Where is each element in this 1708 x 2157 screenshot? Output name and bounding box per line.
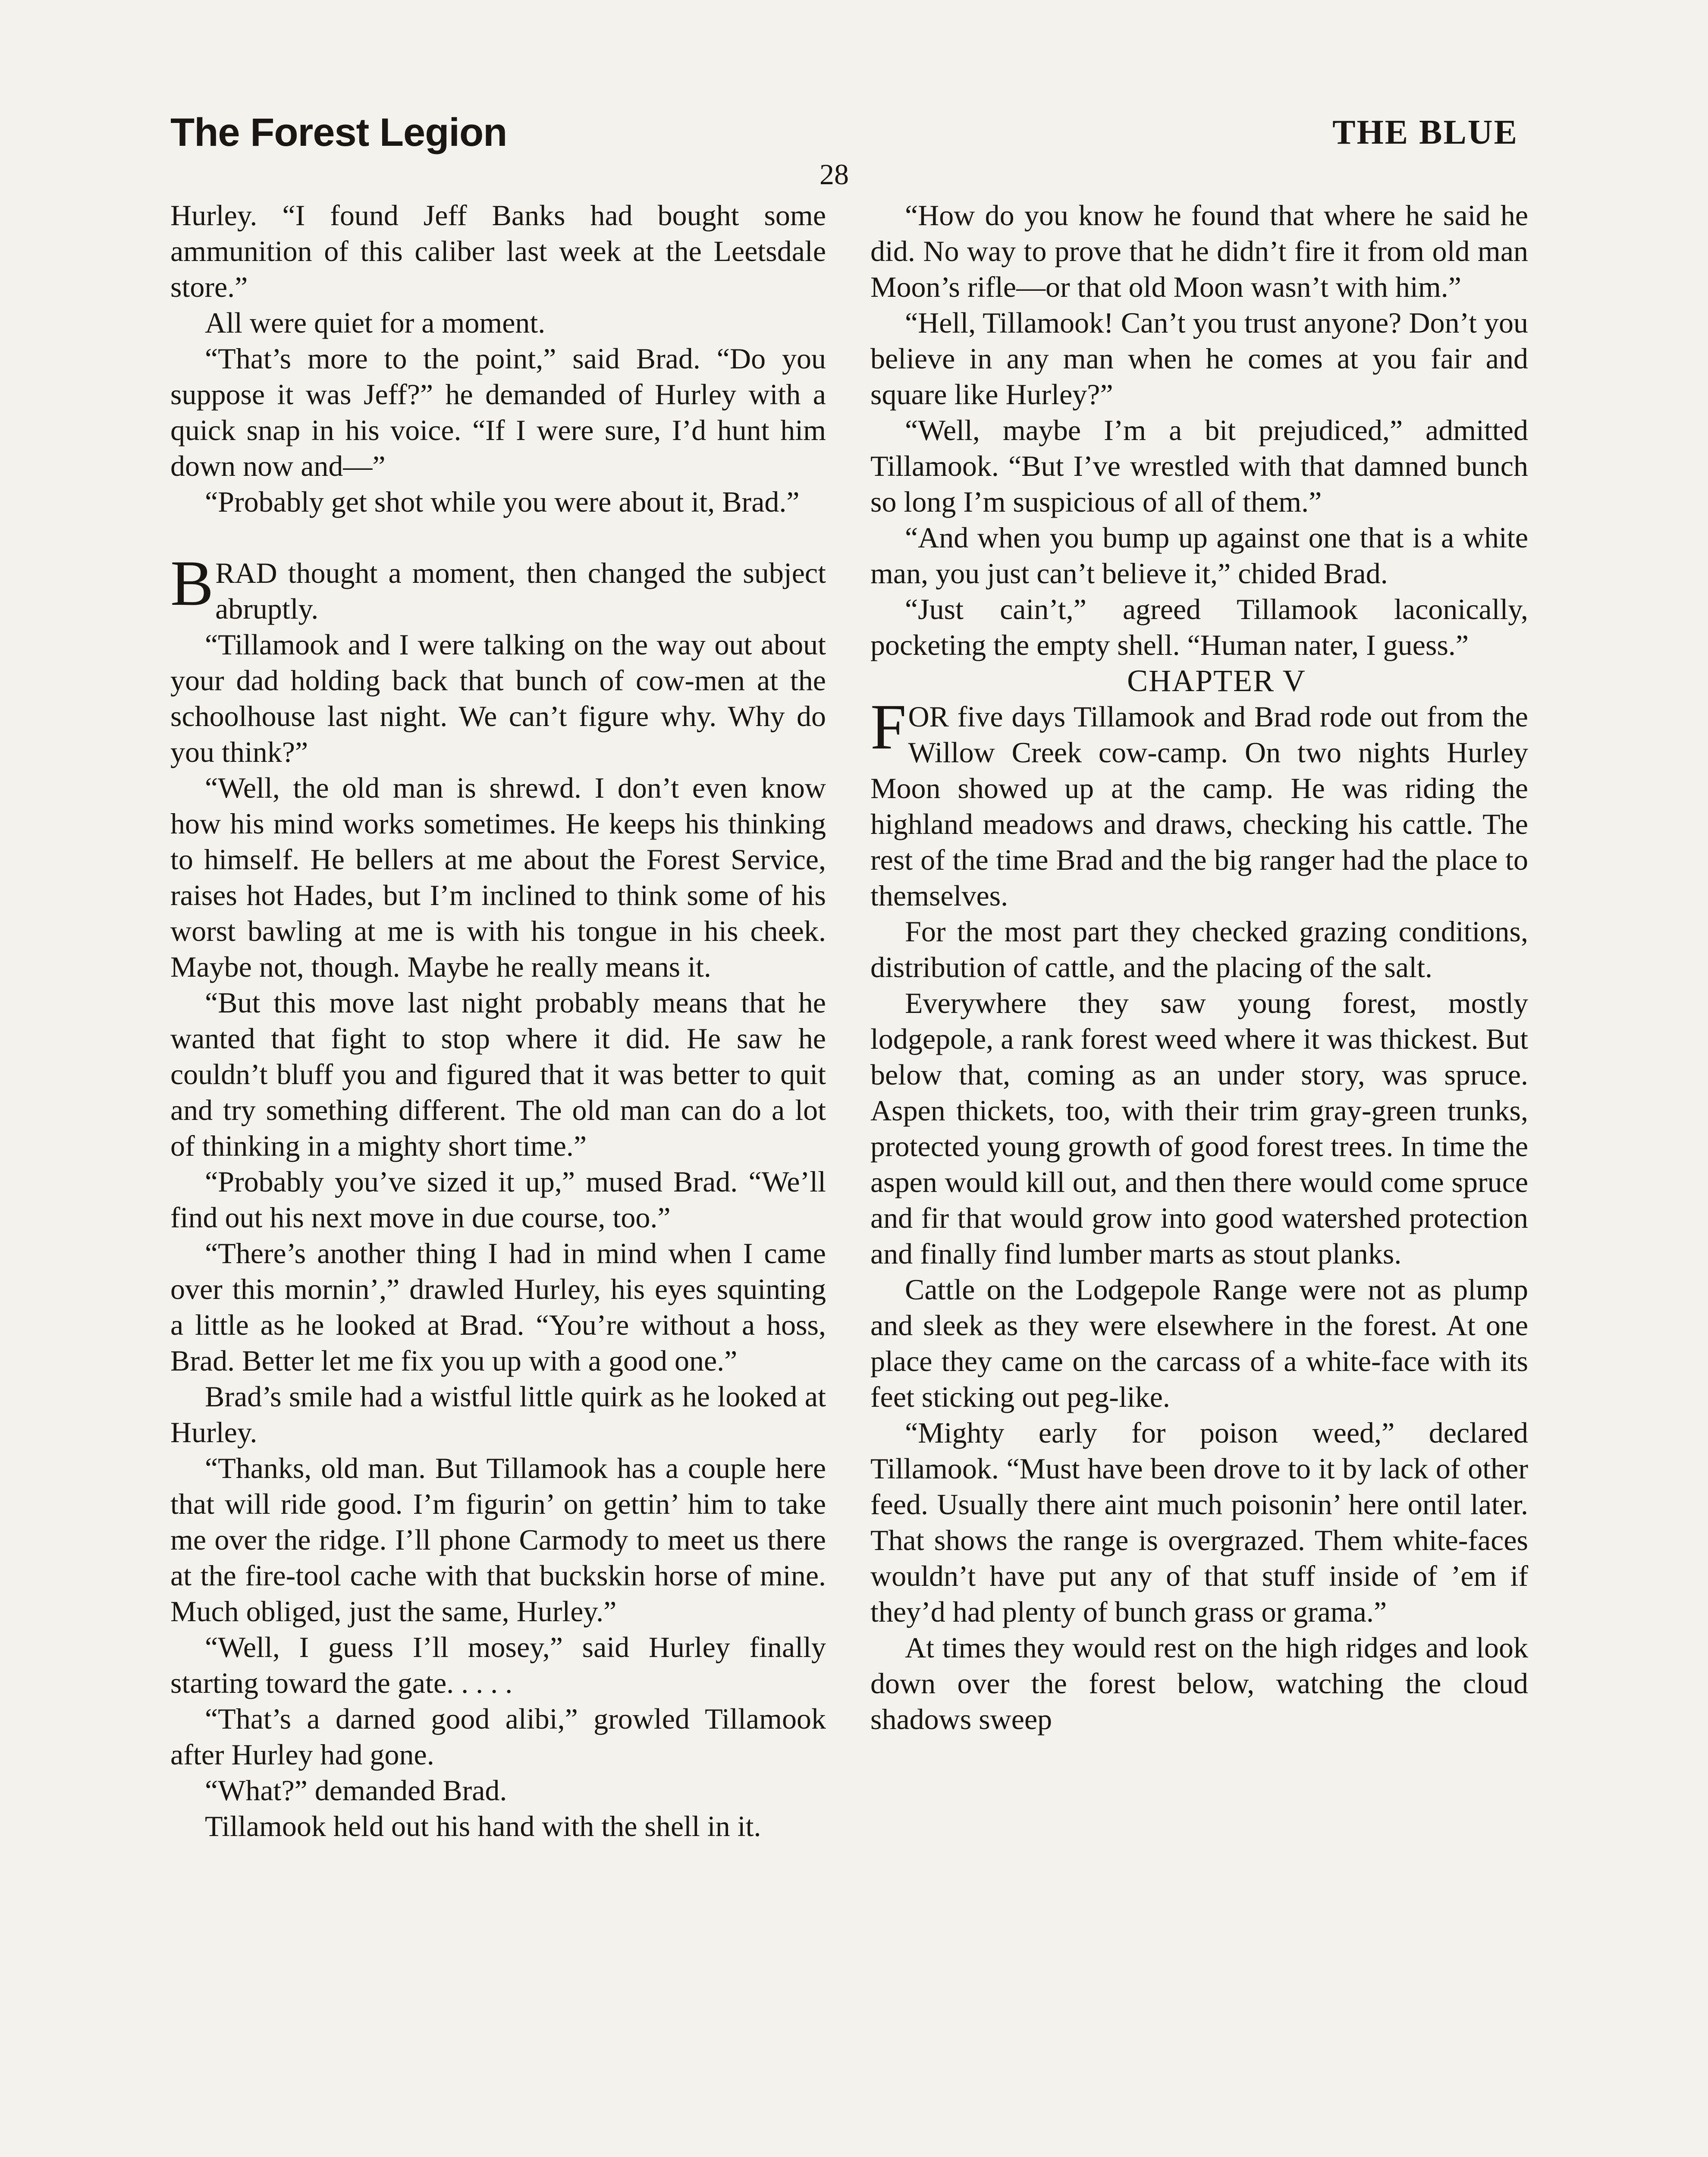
drop-cap: F bbox=[870, 691, 907, 763]
paragraph: Brad’s smile had a wistful little quirk as he looked at Hurley. bbox=[170, 1380, 826, 1449]
paragraph: “Well, maybe I’m a bit prejudiced,” admitted Tillamook. “But I’ve wrestled with that damned bunch so long I’m suspicious of all of them.” bbox=[870, 414, 1528, 518]
paragraph: Cattle on the Lodgepole Range were not as plump and sleek as they were elsewhere in the forest. At one place they came on the carcass of a white-face with its feet sticking out peg-like. bbox=[870, 1273, 1528, 1413]
paragraph: “Just cain’t,” agreed Tillamook laconically, pocketing the empty shell. “Human nater, I guess.” bbox=[870, 593, 1528, 661]
paragraph: “What?” demanded Brad. bbox=[205, 1774, 507, 1807]
chapter-heading: CHAPTER V bbox=[1127, 663, 1306, 698]
paragraph: “Well, I guess I’ll mosey,” said Hurley finally starting toward the gate. . . . . bbox=[170, 1631, 826, 1699]
paragraph: “There’s another thing I had in mind when I came over this mornin’,” drawled Hurley, his eyes squinting a little as he looked at Brad. “You’re without a hoss, Brad. Better let me fix you up with a good one.” bbox=[170, 1237, 826, 1377]
paragraph: Hurley. “I found Jeff Banks had bought some ammunition of this caliber last week at the Leetsdale store.” bbox=[170, 199, 826, 303]
paragraph: “How do you know he found that where he said he did. No way to prove that he didn’t fire it from old man Moon’s rifle—or that old Moon wasn’t with him.” bbox=[870, 199, 1528, 303]
paragraph: “And when you bump up against one that is a white man, you just can’t believe it,” chided Brad. bbox=[870, 521, 1528, 590]
paragraph: Tillamook held out his hand with the shell in it. bbox=[205, 1810, 761, 1843]
paragraph: For the most part they checked grazing conditions, distribution of cattle, and the placing of the salt. bbox=[870, 915, 1528, 984]
paragraph: “Tillamook and I were talking on the way out about your dad holding back that bunch of cow-men at the schoolhouse last night. We can’t figure why. Why do you think?” bbox=[170, 628, 826, 768]
paragraph: “That’s a darned good alibi,” growled Tillamook after Hurley had gone. bbox=[170, 1702, 826, 1771]
page-number: 28 bbox=[819, 158, 849, 191]
drop-cap: B bbox=[170, 547, 214, 619]
magazine-name: THE BLUE bbox=[1332, 113, 1518, 151]
paragraph-text: RAD thought a moment, then changed the subject abruptly. bbox=[215, 557, 826, 625]
paragraph-with-dropcap bbox=[170, 547, 826, 627]
paragraph: “Probably get shot while you were about it, Brad.” bbox=[205, 485, 800, 518]
paragraph: Everywhere they saw young forest, mostly lodgepole, a rank forest weed where it was thickest. But below that, coming as an under story, was spruce. Aspen thickets, too, with their trim gray-green trunks, protected young growth of good forest trees. In time the aspen would kill out, and then there would come spruce and fir that would grow into good watershed protection and finally find lumber marts as stout planks. bbox=[870, 987, 1528, 1270]
paragraph: “Well, the old man is shrewd. I don’t even know how his mind works sometimes. He keeps his thinking to himself. He bellers at me about the Forest Service, raises hot Hades, but I’m inclined to think some of his worst bawling at me is with his tongue in his cheek. Maybe not, though. Maybe he really means it. bbox=[170, 771, 826, 983]
paragraph: “Hell, Tillamook! Can’t you trust anyone? Don’t you believe in any man when he comes at you fair and square like Hurley?” bbox=[870, 306, 1528, 411]
paragraph: “That’s more to the point,” said Brad. “Do you suppose it was Jeff?” he demanded of Hurley with a quick snap in his voice. “If I were sure, I’d hunt him down now and—” bbox=[170, 342, 826, 482]
paragraph: At times they would rest on the high ridges and look down over the forest below, watching the cloud shadows sweep bbox=[870, 1631, 1528, 1736]
magazine-section-title: The Forest Legion bbox=[170, 110, 507, 154]
right-column bbox=[870, 198, 1528, 1737]
paragraph: “Thanks, old man. But Tillamook has a couple here that will ride good. I’m figurin’ on gettin’ him to take me over the ridge. I’ll phone Carmody to meet us there at the fire-tool cache with that buckskin horse of mine. Much obliged, just the same, Hurley.” bbox=[170, 1452, 826, 1628]
paragraph: “But this move last night probably means that he wanted that fight to stop where it did. He saw he couldn’t bluff you and figured that it was better to quit and try something different. The old man can do a lot of thinking in a mighty short time.” bbox=[170, 986, 826, 1162]
paragraph: “Probably you’ve sized it up,” mused Brad. “We’ll find out his next move in due course, too.” bbox=[170, 1165, 826, 1234]
paragraph-with-dropcap bbox=[870, 691, 1528, 914]
paragraph-text: OR five days Tillamook and Brad rode out from the Willow Creek cow-camp. On two nights Hurley Moon showed up at the camp. He was riding the highland meadows and draws, checking his cattle. The rest of the time Brad and the big ranger had the place to themselves. bbox=[870, 700, 1528, 912]
paragraph: “Mighty early for poison weed,” declared Tillamook. “Must have been drove to it by lack of other feed. Usually there aint much poisonin’ here ontil later. That shows the range is overgrazed. Them white-faces wouldn’t have put any of that stuff inside of ’em if they’d had plenty of bunch grass or grama.” bbox=[870, 1416, 1528, 1628]
paragraph: All were quiet for a moment. bbox=[205, 306, 546, 339]
left-column bbox=[170, 198, 826, 1844]
